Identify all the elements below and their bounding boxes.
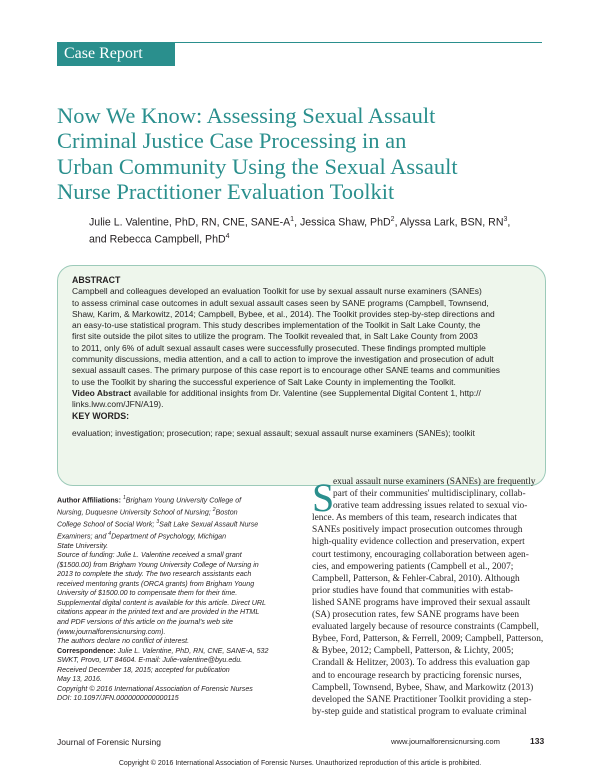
drop-cap: S	[312, 475, 335, 520]
page-number: 133	[530, 736, 545, 746]
body-line: SANEs positively impact prosecution outcomes through	[312, 525, 523, 536]
body-line: high-quality evidence collection and preservation, expert	[312, 537, 525, 548]
title-line: Nurse Practitioner Evaluation Toolkit	[57, 178, 395, 204]
aff-text: Department of Psychology, Michigan	[111, 532, 227, 541]
keywords-heading: KEY WORDS:	[72, 410, 130, 421]
section-tag: Case Report	[57, 42, 175, 66]
author-name: , Jessica Shaw, PhD	[294, 216, 391, 229]
correspondence-email[interactable]: SWKT, Provo, UT 84604. E-mail: Julie-valentine@byu.edu.	[57, 656, 243, 665]
body-line: evaluated largely because of resource constraints (Campbell,	[312, 622, 539, 633]
body-line: Crandall & Helitzer, 2003). To address this evaluation gap	[312, 658, 530, 669]
body-line: and to encourage research by practicing forensic nurses,	[312, 670, 522, 681]
author-line	[89, 213, 559, 230]
aff-text: Salt Lake Sexual Assault Nurse	[159, 520, 259, 529]
body-line: exual assault nurse examiners (SANEs) are frequently	[333, 477, 536, 487]
body-text	[312, 476, 547, 718]
supplemental-line: and PDF versions of this article on the journal's web site	[57, 618, 233, 626]
title-line: Urban Community Using the Sexual Assault	[57, 153, 458, 179]
body-line: court testimony, encouraging collaboration between agen-	[312, 549, 529, 560]
author-name: and Rebecca Campbell, PhD	[89, 233, 226, 246]
body-line: lence. As members of this team, research indicates that	[312, 513, 517, 524]
abstract-line: Shaw, Karim, & Markowitz, 2014; Campbell, Bybee, et al., 2014). The Toolkit provides step-by-step directions and	[72, 308, 495, 319]
title-line: Now We Know: Assessing Sexual Assault	[57, 103, 436, 128]
body-line: part of their communities' multidisciplinary, collab-	[333, 489, 526, 500]
aff-text: Nursing, Duquesne University School of Nursing;	[57, 508, 211, 517]
body-line: developed the SANE Practitioner Toolkit providing a step-	[312, 694, 532, 705]
body-line: (SA) prosecution rates, few SANE programs have been	[312, 610, 520, 621]
journal-name: Journal of Forensic Nursing	[57, 737, 161, 747]
funding-line: University of $1500.00 to compensate them for their time.	[57, 589, 238, 598]
body-line: Campbell, Patterson, & Fehler-Cabral, 2010). Although	[312, 573, 520, 584]
aff-sup: 4	[108, 530, 112, 537]
aff-text: Brigham Young University College of	[125, 496, 242, 505]
aff-text: Boston	[215, 508, 238, 517]
author-sup: 2	[390, 216, 395, 223]
body-line: Bybee, Ford, Patterson, & Ferrell, 2009; Campbell, Patterson,	[312, 634, 544, 645]
author-list	[89, 213, 559, 247]
aff-line	[57, 530, 302, 542]
aff-sup: 2	[212, 506, 216, 513]
abstract-content	[72, 275, 534, 439]
correspondence-label: Correspondence:	[57, 646, 116, 655]
supplemental-line: citations appear in the printed text and are provided in the HTML	[57, 608, 260, 617]
abstract-heading: ABSTRACT	[72, 275, 121, 285]
abstract-line: sexual assault cases. The primary purpose of this case report is to encourage other SANE teams and communities	[72, 365, 501, 376]
body-line: orative team addressing issues related to sexual vio-	[333, 501, 528, 512]
affiliations	[57, 494, 302, 704]
funding-line: 2013 to complete the study. The two research assistants each	[57, 570, 252, 579]
video-abstract-label: Video Abstract	[72, 387, 132, 398]
aff-line	[57, 506, 302, 518]
aff-sup: 1	[122, 495, 126, 501]
video-abstract-line	[72, 388, 534, 399]
funding-line: ($1500.00) from Brigham Young University College of Nursing in	[57, 560, 259, 569]
author-sup: 3	[503, 216, 508, 223]
abstract-line: to use the Toolkit by sharing the successful experience of Salt Lake County in implementing the Toolkit.	[72, 376, 456, 387]
abstract-line: an easy-to-use statistical program. This study describes implementation of the Toolkit in Salt Lake County, the	[72, 320, 481, 331]
abstract-line: first site outside the pilot sites to utilize the program. The Toolkit revealed that, in Salt Lake County from 2003	[72, 331, 478, 342]
supplemental-link[interactable]: (www.journalforensicnursing.com).	[57, 627, 166, 636]
aff-line	[57, 518, 302, 530]
aff-sup: 3	[156, 518, 160, 525]
author-sup: 1	[290, 216, 295, 223]
author-sup: 4	[225, 233, 230, 241]
abstract-line: to 2011, only 6% of adult sexual assault cases were successfully prosecuted. These findings prompted multiple	[72, 342, 486, 353]
aff-line: State University.	[57, 541, 109, 550]
correspondence-text: Julie L. Valentine, PhD, RN, CNE, SANE-A, 532	[115, 646, 269, 655]
keywords-text: evaluation; investigation; prosecution; rape; sexual assault; sexual assault nurse examiners (SANEs); toolkit	[72, 427, 475, 438]
aff-text: Examiners; and	[57, 532, 107, 541]
aff-label: Author Affiliations:	[57, 496, 121, 505]
received-line: Received December 18, 2015; accepted for publication	[57, 665, 230, 674]
abstract-line: Campbell and colleagues developed an evaluation Toolkit for use by sexual assault nurse examiners (SANEs)	[72, 286, 482, 297]
conflict-line: The authors declare no conflict of interest.	[57, 637, 190, 646]
aff-line	[57, 494, 302, 506]
body-line: cies, and empowering patients (Campbell et al., 2007;	[312, 561, 514, 572]
abstract-line: to assess criminal case outcomes in adult sexual assault cases seen by SANE programs (Campbell, Townsend,	[72, 297, 489, 308]
funding-line: Source of funding: Julie L. Valentine received a small grant	[57, 551, 242, 560]
body-line: Campbell, Townsend, Bybee, Shaw, and Markowitz (2013)	[312, 682, 534, 693]
journal-website[interactable]: www.journalforensicnursing.com	[391, 737, 500, 746]
received-line: May 13, 2016.	[57, 675, 102, 684]
article-title	[57, 103, 557, 204]
body-line: lished SANE programs have improved their sexual assault	[312, 597, 531, 608]
copyright-notice: Copyright © 2016 International Association of Forensic Nurses. Unauthorized reproduction of this article is prohibited.	[118, 760, 482, 767]
copyright-line: Copyright © 2016 International Association of Forensic Nurses	[57, 684, 253, 693]
doi-line: DOI: 10.1097/JFN.0000000000000115	[57, 694, 179, 703]
funding-line: received mentoring grants (ORCA grants) from Brigham Young	[57, 579, 255, 588]
aff-text: College School of Social Work;	[57, 520, 155, 529]
correspondence-line	[57, 647, 302, 657]
video-abstract-text[interactable]: available for additional insights from Dr. Valentine (see Supplemental Digital Content 1, http://	[131, 387, 481, 398]
title-line: Criminal Justice Case Processing in an	[57, 128, 407, 154]
author-line	[89, 230, 559, 247]
author-name: Julie L. Valentine, PhD, RN, CNE, SANE-A	[89, 216, 291, 229]
video-abstract-link[interactable]: links.lww.com/JFN/A19).	[72, 399, 164, 410]
abstract-line: community discussions, media attention, and a call to action to improve the investigation and prosecution of adult	[72, 354, 494, 365]
body-line: by-step guide and statistical program to evaluate criminal	[312, 706, 527, 717]
body-line: & Bybee, 2012; Campbell, Patterson, & Lichty, 2005;	[312, 646, 514, 657]
author-name: , Alyssa Lark, BSN, RN	[394, 216, 504, 229]
body-line: prior studies have found that communities with estab-	[312, 585, 514, 596]
abstract-box	[57, 265, 546, 486]
author-sep: ,	[507, 216, 511, 229]
supplemental-line: Supplemental digital content is available for this article. Direct URL	[57, 598, 266, 607]
